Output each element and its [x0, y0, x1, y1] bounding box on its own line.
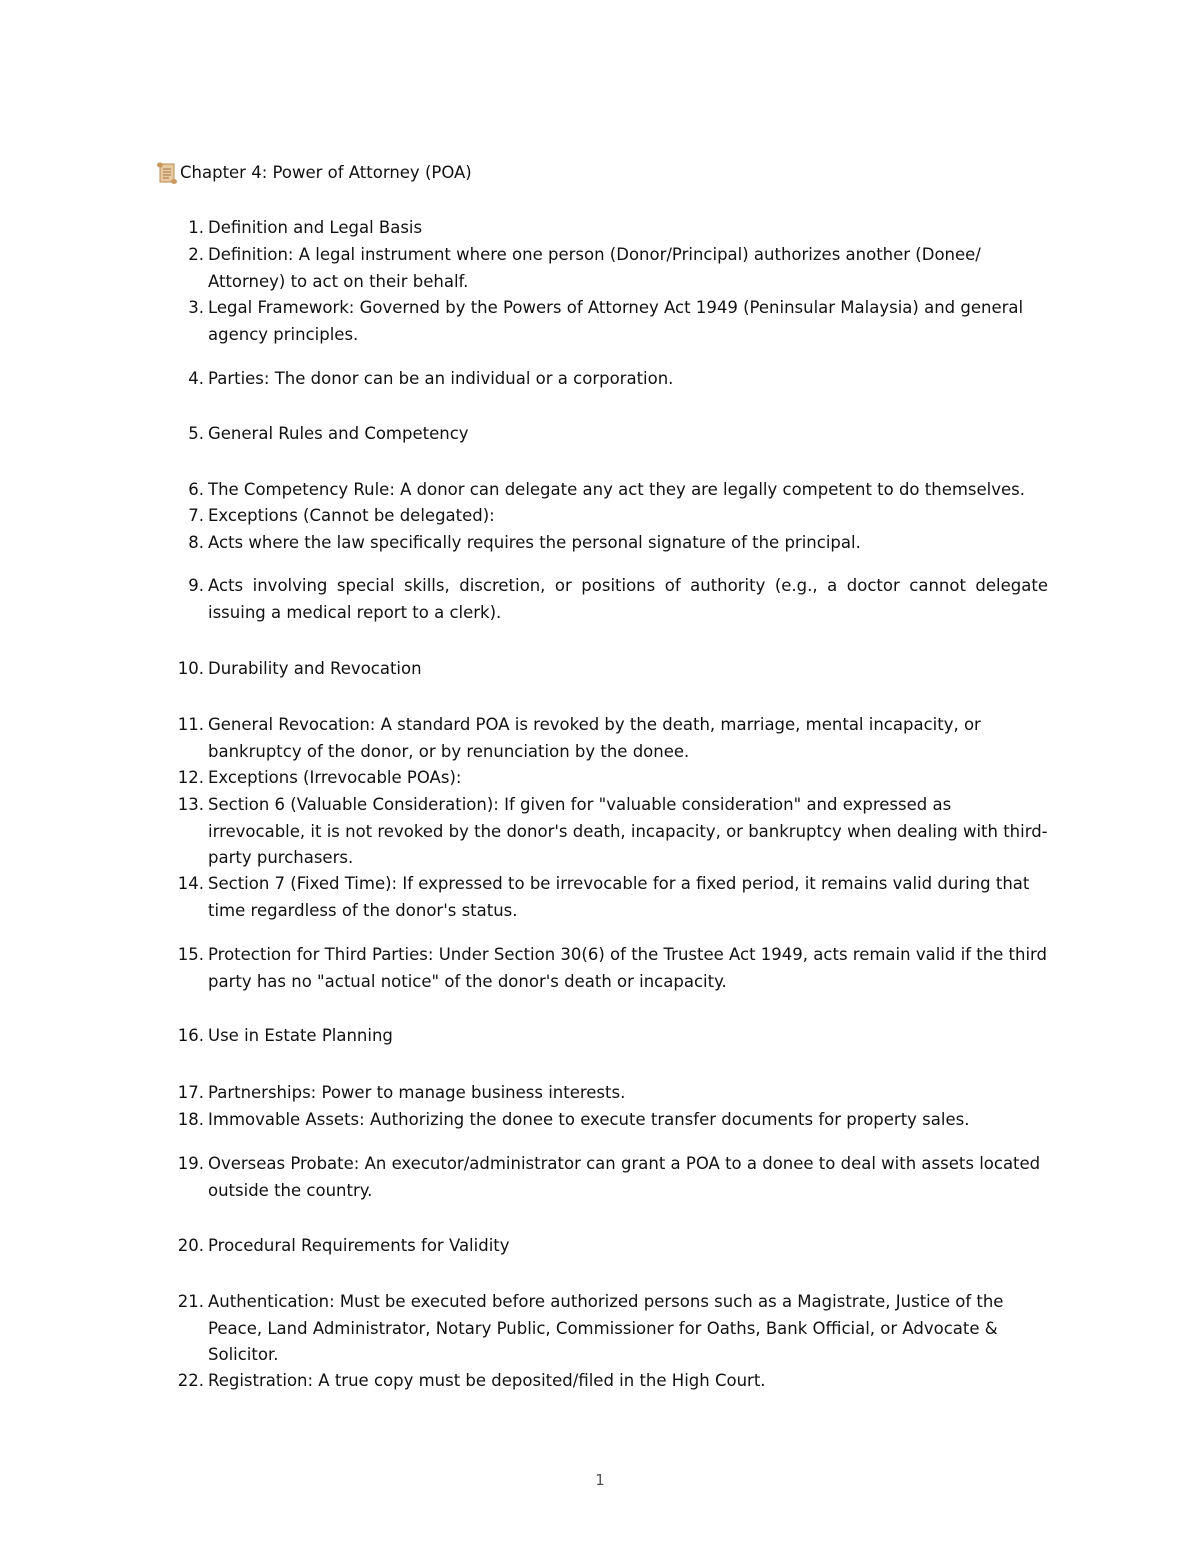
list-item-text: Parties: The donor can be an individual or a corporation. [208, 369, 674, 388]
list-item-number: 17. [177, 1083, 204, 1102]
list-item-number: 1. [188, 218, 204, 237]
list-item [172, 656, 1048, 683]
chapter-heading-text: Chapter 4: Power of Attorney (POA) [180, 163, 472, 182]
list-item-text: Legal Framework: Governed by the Powers of Attorney Act 1949 (Peninsular Malaysia) and general agency principles. [208, 298, 1024, 344]
list-item-number: 5. [188, 424, 204, 443]
list-item-text: General Rules and Competency [208, 424, 469, 443]
list-item-text: Acts where the law specifically requires the personal signature of the principal. [208, 533, 861, 552]
list-item [172, 295, 1048, 348]
list-item [172, 1233, 1048, 1260]
list-item-number: 20. [177, 1236, 204, 1255]
list-item-number: 13. [177, 795, 204, 814]
list-item-text: Use in Estate Planning [208, 1026, 393, 1045]
list-item-text: Immovable Assets: Authorizing the donee to execute transfer documents for property sales. [208, 1110, 970, 1129]
list-item [172, 503, 1048, 530]
list-item-text: Exceptions (Irrevocable POAs): [208, 768, 462, 787]
list-item-number: 9. [188, 576, 204, 595]
list-item [172, 573, 1048, 626]
list-item-number: 15. [177, 945, 204, 964]
list-item-number: 11. [177, 715, 204, 734]
list-item-number: 3. [188, 298, 204, 317]
list-item [172, 792, 1048, 872]
list-item [172, 871, 1048, 924]
list-item [172, 1080, 1048, 1107]
list-item-number: 10. [177, 659, 204, 678]
list-item [172, 1023, 1048, 1050]
list-item-text: Procedural Requirements for Validity [208, 1236, 510, 1255]
list-item [172, 765, 1048, 792]
list-item-number: 18. [177, 1110, 204, 1129]
list-item-text: General Revocation: A standard POA is revoked by the death, marriage, mental incapacity, or bankruptcy of the donor, or by renunciation by the donee. [208, 715, 981, 761]
list-item-number: 2. [188, 245, 204, 264]
page-number: 1 [595, 1471, 605, 1489]
list-item-number: 22. [177, 1371, 204, 1390]
list-item-text: Definition: A legal instrument where one person (Donor/Principal) authorizes another (Donee/ Attorney) to act on their behalf. [208, 245, 981, 291]
list-item-text: Section 6 (Valuable Consideration): If given for "valuable consideration" and expressed as irrevocable, it is not revoked by the donor's death, incapacity, or bankruptcy when dealing with third-party purchasers. [208, 795, 1048, 867]
list-item-text: Overseas Probate: An executor/administrator can grant a POA to a donee to deal with assets located outside the country. [208, 1154, 1041, 1200]
list-item-number: 12. [177, 768, 204, 787]
list-item-number: 16. [177, 1026, 204, 1045]
list-item [172, 712, 1048, 765]
list-item-text: Registration: A true copy must be deposited/filed in the High Court. [208, 1371, 766, 1390]
list-item [172, 1368, 1048, 1395]
list-item-number: 8. [188, 533, 204, 552]
list-item [172, 242, 1048, 295]
list-item-number: 14. [177, 874, 204, 893]
chapter-heading [156, 160, 472, 186]
list-item-text: Exceptions (Cannot be delegated): [208, 506, 495, 525]
list-item [172, 530, 1048, 557]
list-item [172, 477, 1048, 504]
list-item-text: Protection for Third Parties: Under Section 30(6) of the Trustee Act 1949, acts remain valid if the third party has no "actual notice" of the donor's death or incapacity. [208, 945, 1048, 991]
list-item-number: 6. [188, 480, 204, 499]
list-item-number: 21. [177, 1292, 204, 1311]
list-item-text: Authentication: Must be executed before authorized persons such as a Magistrate, Justice of the Peace, Land Administrator, Notary Public, Commissioner for Oaths, Bank Official, or Advocate & Solicitor. [208, 1292, 1004, 1364]
list-item-text: Durability and Revocation [208, 659, 422, 678]
list-item-text: Section 7 (Fixed Time): If expressed to be irrevocable for a fixed period, it remains valid during that time regardless of the donor's status. [208, 874, 1030, 920]
list-item-text: Partnerships: Power to manage business interests. [208, 1083, 626, 1102]
scroll-icon [156, 161, 178, 185]
list-item [172, 1289, 1048, 1369]
list-item [172, 1107, 1048, 1134]
list-item-number: 19. [177, 1154, 204, 1173]
list-item [172, 421, 1048, 448]
list-item [172, 942, 1048, 995]
list-item-text: Definition and Legal Basis [208, 218, 423, 237]
list-item [172, 1151, 1048, 1204]
list-item-number: 7. [188, 506, 204, 525]
list-item-text: Acts involving special skills, discretion, or positions of authority (e.g., a doctor cannot delegate issuing a medical report to a clerk). [208, 576, 1048, 622]
list-item-text: The Competency Rule: A donor can delegate any act they are legally competent to do themselves. [208, 480, 1026, 499]
list-item-number: 4. [188, 369, 204, 388]
list-item [172, 215, 1048, 242]
list-item [172, 366, 1048, 393]
